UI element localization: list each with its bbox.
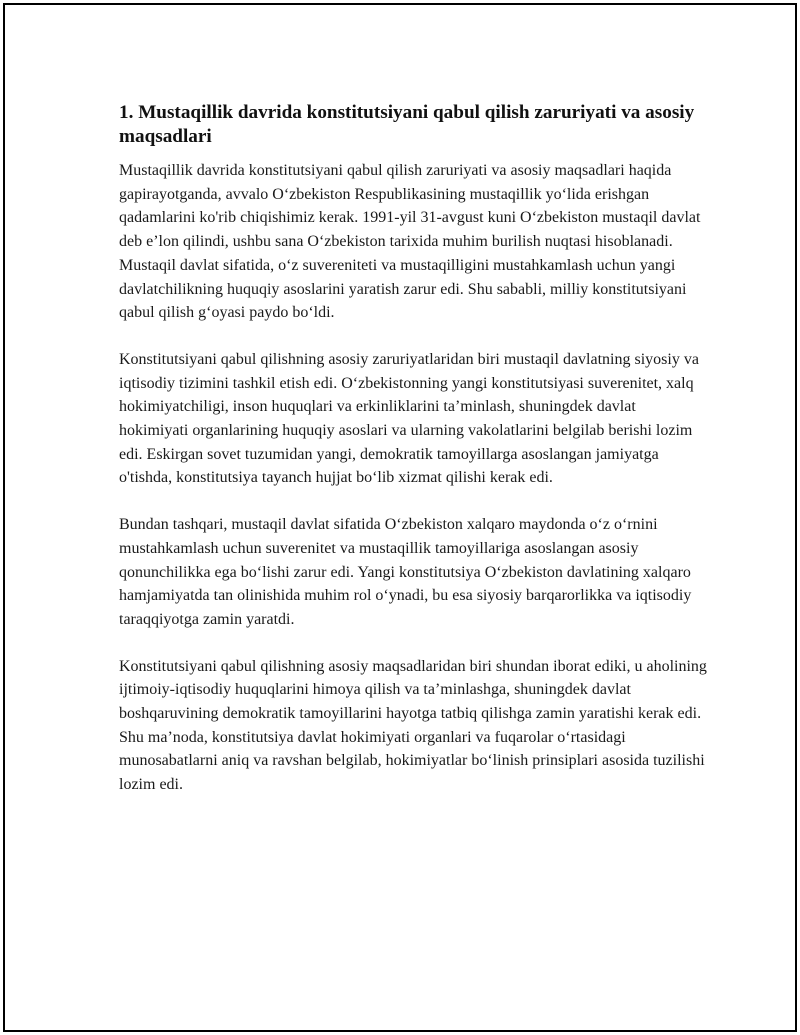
document-content [119,101,709,820]
paragraph-2: Konstitutsiyani qabul qilishning asosiy zaruriyatlaridan biri mustaqil davlatning siyosiy va iqtisodiy tizimini tashkil etish edi. O‘zbekistonning yangi konstitutsiyasi suverenitet, xalq hokimiyatchiligi, inson huquqlari va erkinliklarini ta’minlash, shuningdek davlat hokimiyati organlarining huquqiy asoslari va ularning vakolatlarini belgilab berishi lozim edi. Eskirgan sovet tuzumidan yangi, demokratik tamoyillarga asoslangan jamiyatga o'tishda, konstitutsiya tayanch hujjat bo‘lib xizmat qilishi kerak edi. [119,350,699,487]
paragraph-1: Mustaqillik davrida konstitutsiyani qabul qilish zaruriyati va asosiy maqsadlari haqida gapirayotganda, avvalo O‘zbekiston Respublikasining mustaqillik yo‘lida erishgan qadamlarini ko'rib chiqishimiz kerak. 1991-yil 31-avgust kuni O‘zbekiston mustaqil davlat deb e’lon qilindi, ushbu sana O‘zbekiston tarixida muhim burilish nuqtasi hisoblanadi. Mustaqil davlat sifatida, o‘z suvereniteti va mustaqilligini mustahkamlash uchun yangi davlatchilikning huquqiy asoslarini yaratish zarur edi. Shu sababli, milliy konstitutsiyani qabul qilish g‘oyasi paydo bo‘ldi. [119,162,701,322]
section-heading: 1. Mustaqillik davrida konstitutsiyani qabul qilish zaruriyati va asosiy maqsadlari [119,102,695,147]
paragraph-3: Bundan tashqari, mustaqil davlat sifatida O‘zbekiston xalqaro maydonda o‘z o‘rnini mustahkamlash uchun suverenitet va mustaqillik tamoyillariga asoslangan asosiy qonunchilikka ega bo‘lishi zarur edi. Yangi konstitutsiya O‘zbekiston davlatining xalqaro hamjamiyatda tan olinishida muhim rol o‘ynadi, bu esa siyosiy barqarorlikka va iqtisodiy taraqqiyotga zamin yaratdi. [119,516,692,628]
page-frame [3,3,797,1032]
paragraph-4: Konstitutsiyani qabul qilishning asosiy maqsadlaridan biri shundan iborat ediki, u aholining ijtimoiy-iqtisodiy huquqlarini himoya qilish va ta’minlashga, shuningdek davlat boshqaruvining demokratik tamoyillarini hayotga tatbiq qilishga zamin yaratishi kerak edi. Shu ma’noda, konstitutsiya davlat hokimiyati organlari va fuqarolar o‘rtasidagi munosabatlarni aniq va ravshan belgilab, hokimiyatlar bo‘linish prinsiplari asosida tuzilishi lozim edi. [119,657,707,794]
